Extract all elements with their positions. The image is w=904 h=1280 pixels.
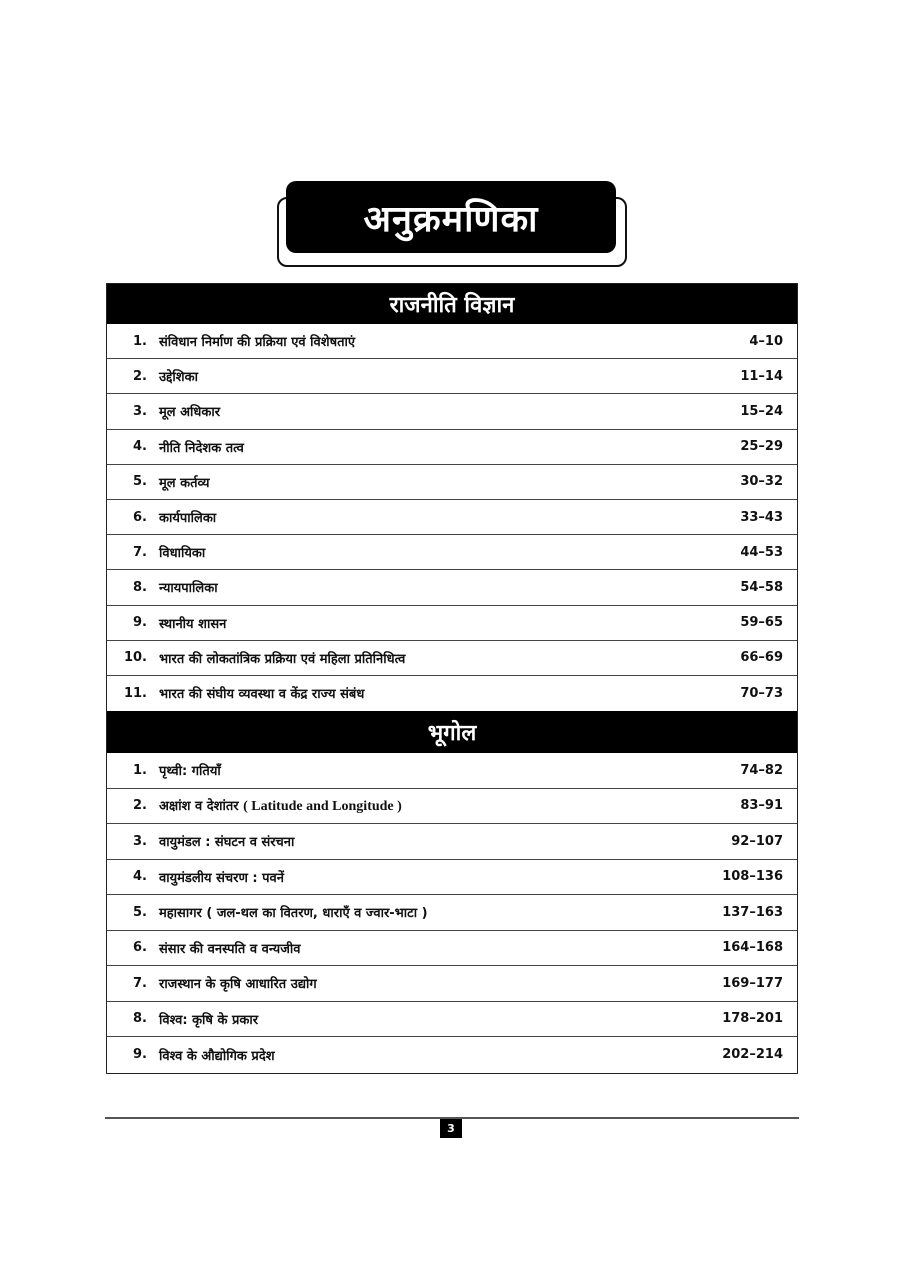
- toc-row[interactable]: [107, 500, 797, 535]
- item-title: भारत की लोकतांत्रिक प्रक्रिया एवं महिला प्रतिनिधित्व: [159, 651, 406, 667]
- item-number: 7.: [133, 544, 147, 560]
- item-number: 9.: [133, 1047, 147, 1063]
- item-pages: 178–201: [722, 1011, 783, 1027]
- page-title: अनुक्रमणिका: [363, 198, 539, 240]
- item-number: 9.: [133, 615, 147, 631]
- item-title: [159, 796, 663, 815]
- item-title: मूल अधिकार: [159, 405, 221, 421]
- item-number: 1.: [133, 762, 147, 778]
- item-title: कार्यपालिका: [159, 511, 217, 527]
- item-number: 2.: [133, 368, 147, 384]
- item-number: 11.: [123, 685, 147, 701]
- item-title: संविधान निर्माण की प्रक्रिया एवं विशेषताएं: [159, 335, 356, 351]
- item-title: विश्व के औद्योगिक प्रदेश: [159, 1048, 275, 1064]
- toc-row[interactable]: [107, 324, 797, 359]
- item-pages: 108–136: [722, 869, 783, 885]
- toc-row[interactable]: [107, 789, 797, 825]
- toc-row[interactable]: [107, 966, 797, 1002]
- item-pages: 11–14: [740, 368, 783, 384]
- item-pages: 25–29: [740, 439, 783, 455]
- toc-row[interactable]: [107, 394, 797, 429]
- toc-row[interactable]: [107, 753, 797, 789]
- item-title-hindi: अक्षांश व देशांतर: [159, 799, 239, 815]
- item-number: 5.: [133, 474, 147, 490]
- toc-row[interactable]: [107, 359, 797, 394]
- toc-row[interactable]: [107, 824, 797, 860]
- item-pages: 54–58: [740, 579, 783, 595]
- item-title: संसार की वनस्पति व वन्यजीव: [159, 941, 301, 957]
- item-number: 4.: [133, 439, 147, 455]
- item-pages: 137–163: [722, 904, 783, 920]
- item-number: 6.: [133, 940, 147, 956]
- item-pages: 33–43: [740, 509, 783, 525]
- toc-row[interactable]: [107, 465, 797, 500]
- item-title: विधायिका: [159, 546, 206, 562]
- item-title: मूल कर्तव्य: [159, 475, 210, 491]
- item-title: स्थानीय शासन: [159, 616, 227, 632]
- toc-row[interactable]: [107, 860, 797, 896]
- item-number: 3.: [133, 403, 147, 419]
- item-title: वायुमंडलीय संचरण : पवनें: [159, 870, 284, 886]
- item-title: उद्देशिका: [159, 370, 198, 386]
- toc-row[interactable]: [107, 535, 797, 570]
- item-title: वायुमंडल : संघटन व संरचना: [159, 835, 295, 851]
- toc-row[interactable]: [107, 895, 797, 931]
- item-title: महासागर ( जल-थल का वितरण, धाराएँ व ज्वार-भाटा ): [159, 906, 428, 922]
- item-number: 5.: [133, 904, 147, 920]
- item-title: पृथ्वी: गतियाँ: [159, 764, 221, 780]
- title-box: [286, 181, 616, 253]
- section-heading-political-science: राजनीति विज्ञान: [107, 284, 797, 324]
- page-number-badge: 3: [440, 1119, 462, 1138]
- item-title-english: ( Latitude and Longitude ): [243, 799, 402, 815]
- item-number: 8.: [133, 579, 147, 595]
- item-title: विश्व: कृषि के प्रकार: [159, 1012, 259, 1028]
- item-pages: 74–82: [740, 762, 783, 778]
- item-pages: 15–24: [740, 403, 783, 419]
- item-pages: 66–69: [740, 650, 783, 666]
- toc-row[interactable]: [107, 931, 797, 967]
- toc-row[interactable]: [107, 1002, 797, 1038]
- item-number: 8.: [133, 1011, 147, 1027]
- item-number: 7.: [133, 975, 147, 991]
- toc-row[interactable]: [107, 430, 797, 465]
- toc-row[interactable]: [107, 570, 797, 605]
- toc-row[interactable]: [107, 606, 797, 641]
- section-heading-geography: भूगोल: [107, 711, 797, 753]
- item-pages: 59–65: [740, 615, 783, 631]
- item-title: राजस्थान के कृषि आधारित उद्योग: [159, 977, 317, 993]
- item-number: 3.: [133, 833, 147, 849]
- item-pages: 92–107: [731, 833, 783, 849]
- toc-row[interactable]: [107, 676, 797, 711]
- item-title: भारत की संघीय व्यवस्था व केंद्र राज्य संबंध: [159, 687, 365, 703]
- item-pages: 44–53: [740, 544, 783, 560]
- index-title-banner: [277, 181, 625, 267]
- item-pages: 83–91: [740, 798, 783, 814]
- item-number: 4.: [133, 869, 147, 885]
- table-of-contents: [106, 283, 798, 1074]
- item-number: 6.: [133, 509, 147, 525]
- item-title: नीति निदेशक तत्व: [159, 440, 244, 456]
- item-pages: 169–177: [722, 975, 783, 991]
- item-pages: 70–73: [740, 685, 783, 701]
- item-pages: 164–168: [722, 940, 783, 956]
- item-number: 2.: [133, 798, 147, 814]
- toc-row[interactable]: [107, 1037, 797, 1073]
- item-number: 10.: [123, 650, 147, 666]
- item-pages: 202–214: [722, 1047, 783, 1063]
- toc-row[interactable]: [107, 641, 797, 676]
- item-number: 1.: [133, 333, 147, 349]
- item-title: न्यायपालिका: [159, 581, 218, 597]
- item-pages: 4–10: [749, 333, 783, 349]
- item-pages: 30–32: [740, 474, 783, 490]
